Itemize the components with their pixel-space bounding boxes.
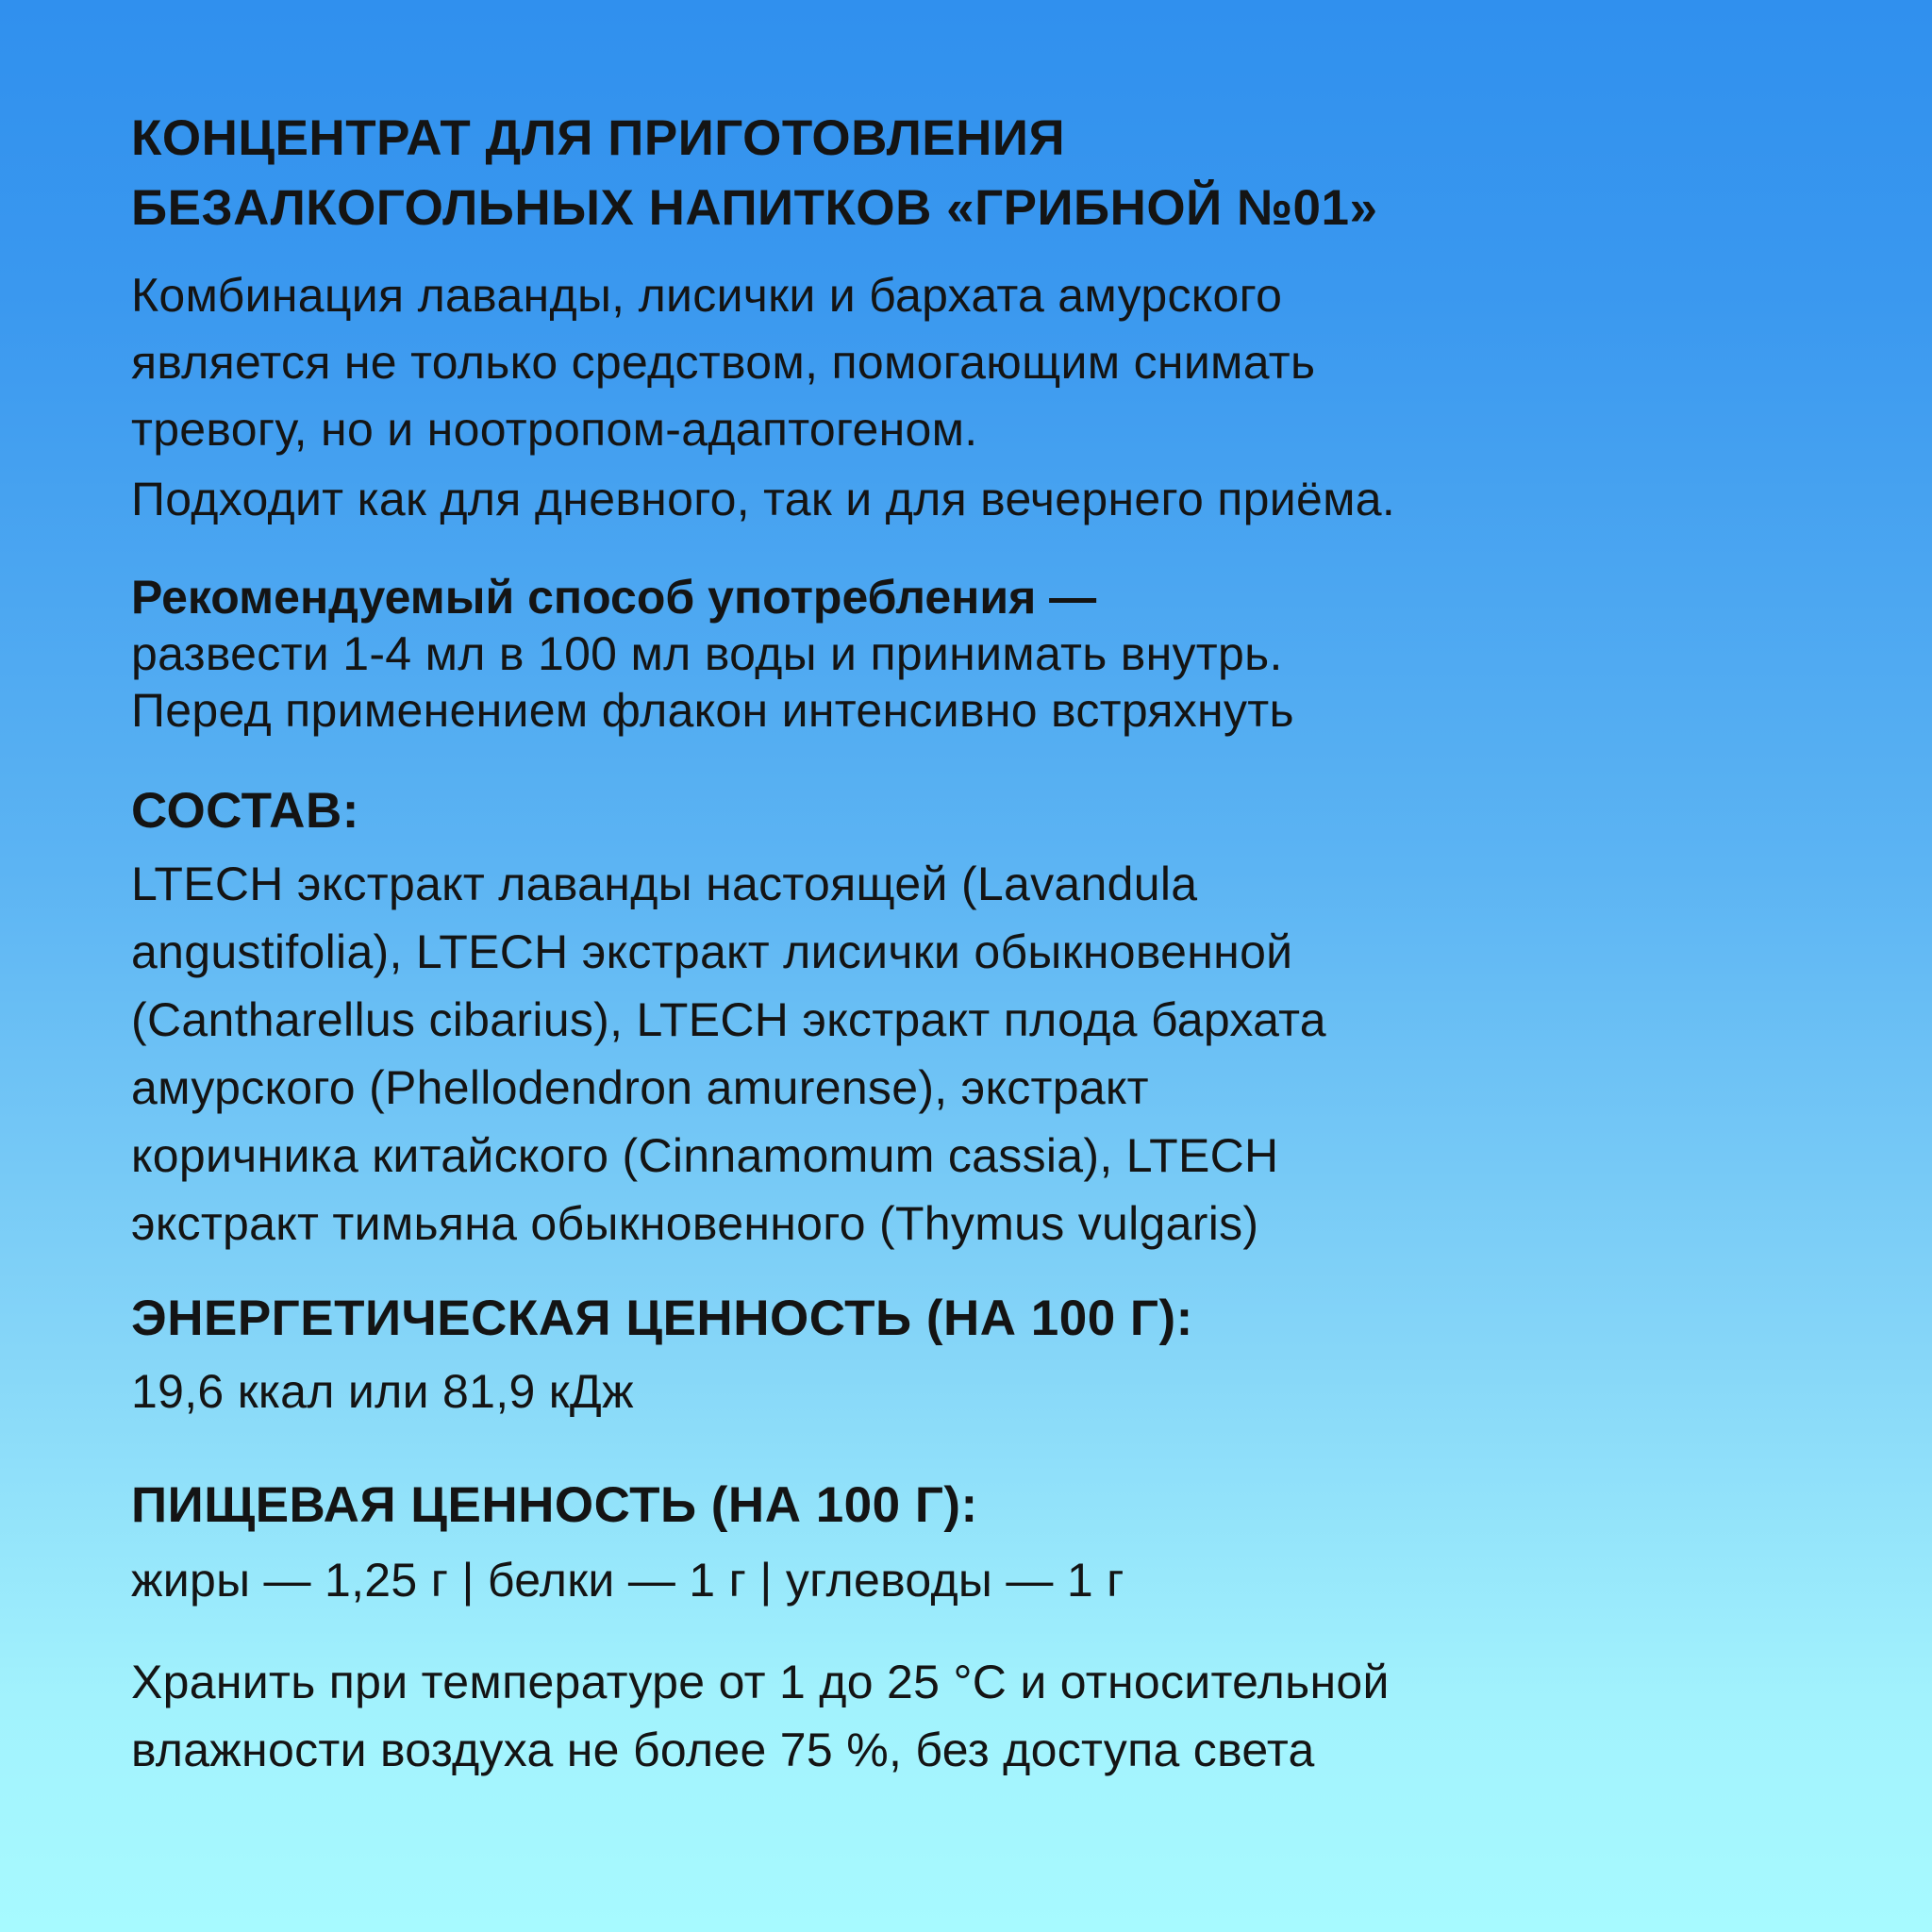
- composition-line-6: экстракт тимьяна обыкновенного (Thymus vulgaris): [131, 1197, 1259, 1250]
- storage-line-2: влажности воздуха не более 75 %, без доступа света: [131, 1724, 1315, 1776]
- composition-line-3: (Cantharellus cibarius), LTECH экстракт плода бархата: [131, 993, 1326, 1046]
- usage-text: [131, 625, 1838, 739]
- energy-value: 19,6 ккал или 81,9 кДж: [131, 1365, 634, 1418]
- usage-block: [131, 569, 1838, 739]
- description-line-3: тревогу, но и ноотропом-адаптогеном.: [131, 403, 978, 456]
- nutrition-block: [131, 1471, 1838, 1614]
- composition-line-2: angustifolia), LTECH экстракт лисички обыкновенной: [131, 925, 1293, 978]
- composition-heading: СОСТАВ:: [131, 783, 359, 839]
- title-line-1: КОНЦЕНТРАТ ДЛЯ ПРИГОТОВЛЕНИЯ: [131, 110, 1066, 166]
- nutrition-heading: ПИЩЕВАЯ ЦЕННОСТЬ (НА 100 Г):: [131, 1477, 978, 1533]
- description-line-2: является не только средством, помогающим снимать: [131, 336, 1316, 389]
- description-note: Подходит как для дневного, так и для вечернего приёма.: [131, 473, 1396, 525]
- storage-text: [131, 1648, 1838, 1784]
- title-line-2: БЕЗАЛКОГОЛЬНЫХ НАПИТКОВ «ГРИБНОЙ №01»: [131, 180, 1378, 236]
- energy-heading: ЭНЕРГЕТИЧЕСКАЯ ЦЕННОСТЬ (НА 100 Г):: [131, 1291, 1193, 1346]
- description-line-1: Комбинация лаванды, лисички и бархата амурского: [131, 269, 1283, 322]
- usage-line-1: развести 1-4 мл в 100 мл воды и принимать внутрь.: [131, 627, 1283, 680]
- usage-line-2: Перед применением флакон интенсивно встряхнуть: [131, 684, 1294, 737]
- energy-block: [131, 1284, 1838, 1425]
- product-title: [131, 104, 1838, 243]
- composition-line-4: амурского (Phellodendron amurense), экстракт: [131, 1061, 1149, 1114]
- description-text: [131, 262, 1838, 463]
- usage-heading: Рекомендуемый способ употребления —: [131, 571, 1097, 624]
- composition-line-1: LTECH экстракт лаванды настоящей (Lavandula: [131, 858, 1198, 910]
- composition-block: [131, 776, 1838, 1257]
- description-block: [131, 262, 1838, 533]
- composition-text: [131, 850, 1838, 1257]
- nutrition-value: жиры — 1,25 г | белки — 1 г | углеводы — 1 г: [131, 1554, 1124, 1607]
- storage-block: [131, 1648, 1838, 1784]
- storage-line-1: Хранить при температуре от 1 до 25 °C и относительной: [131, 1656, 1390, 1708]
- composition-line-5: коричника китайского (Cinnamomum cassia), LTECH: [131, 1129, 1279, 1182]
- title-block: [131, 104, 1838, 243]
